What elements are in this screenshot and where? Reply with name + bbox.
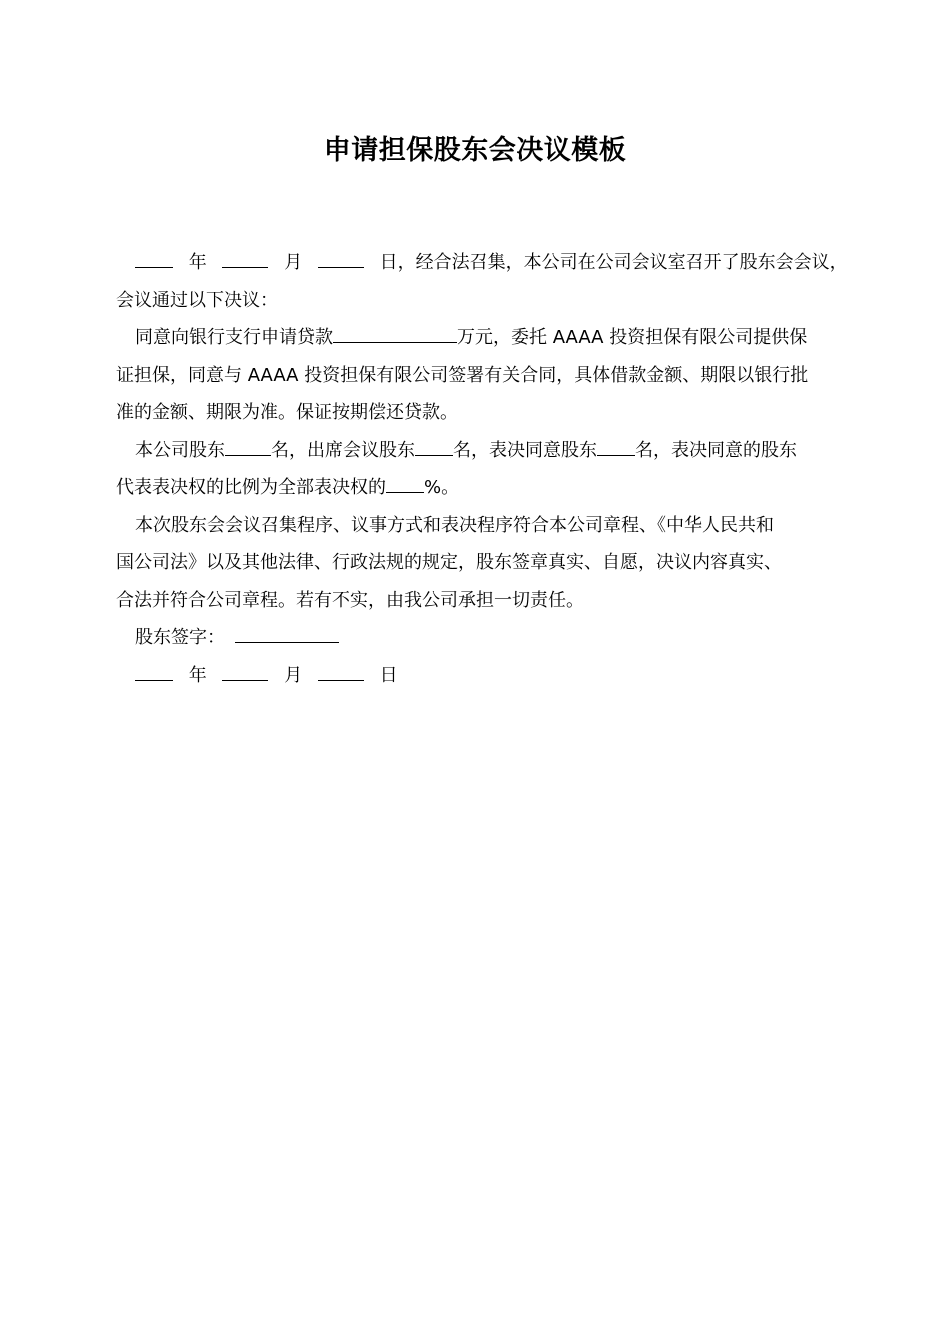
loan-line-1 [116, 319, 846, 357]
signature-line [116, 619, 846, 657]
date-year-blank [135, 662, 173, 681]
signature-label: 股东签字： [135, 627, 225, 648]
agree-label: 名，表决同意股东 [453, 439, 597, 461]
day-blank [318, 249, 364, 268]
document-body [116, 244, 846, 694]
loan-text-end: 万元，委托 AAAA 投资担保有限公司提供保 [457, 327, 808, 348]
ratio-label: 代表表决权的比例为全部表决权的 [116, 477, 386, 498]
year-blank [135, 249, 173, 268]
attending-label: 名，出席会议股东 [271, 439, 415, 461]
attending-blank [415, 437, 453, 456]
date-year-label: 年 [188, 664, 207, 686]
ratio-percent: %。 [424, 477, 460, 498]
date-line [116, 657, 846, 695]
agree-rest-label: 名，表决同意的股东 [635, 439, 797, 461]
shareholder-count-blank [225, 437, 271, 456]
intro-line-2: 会议通过以下决议： [116, 289, 278, 311]
loan-line-3: 准的金额、期限为准。保证按期偿还贷款。 [116, 402, 458, 423]
signature-blank [235, 624, 339, 643]
shareholder-count-label: 本公司股东 [135, 439, 225, 461]
intro-text: 日，经合法召集，本公司在公司会议室召开了股东会会议， [379, 252, 848, 273]
ratio-blank [386, 474, 424, 493]
month-blank [222, 249, 268, 268]
month-label: 月 [284, 252, 303, 273]
agree-blank [597, 437, 635, 456]
date-day-blank [318, 662, 364, 681]
date-month-blank [222, 662, 268, 681]
compliance-line-1: 本次股东会会议召集程序、议事方式和表决程序符合本公司章程、《中华人民共和 [135, 514, 774, 536]
loan-text-start: 同意向银行支行申请贷款 [135, 327, 333, 348]
loan-line-2: 证担保，同意与 AAAA 投资担保有限公司签署有关合同，具体借款金额、期限以银行批 [116, 364, 809, 386]
compliance-line-3: 合法并符合公司章程。若有不实，由我公司承担一切责任。 [116, 589, 584, 611]
compliance-line-2: 国公司法》以及其他法律、行政法规的规定，股东签章真实、自愿，决议内容真实、 [116, 552, 782, 573]
year-label: 年 [188, 252, 207, 273]
shareholder-line-1 [116, 432, 846, 470]
date-month-label: 月 [284, 664, 303, 686]
shareholder-line-2 [116, 469, 846, 507]
date-day-label: 日 [379, 664, 398, 686]
intro-line-1 [116, 244, 846, 282]
document-title: 申请担保股东会决议模板 [323, 135, 627, 166]
loan-amount-blank [333, 324, 457, 343]
date-fill [135, 244, 848, 282]
